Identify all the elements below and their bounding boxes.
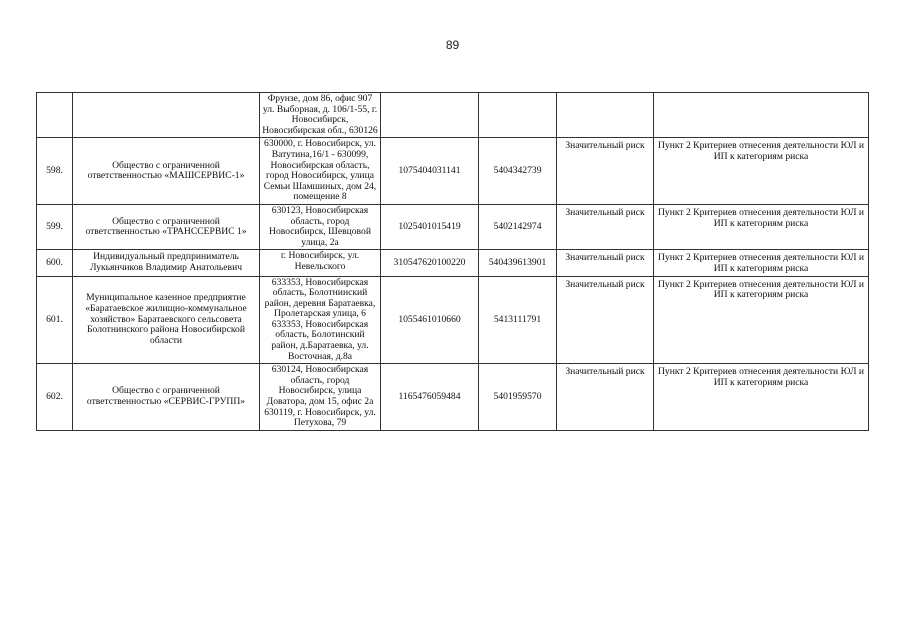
risk-category [557,93,654,138]
table-row [37,364,869,431]
table-row [37,250,869,276]
table-row [37,204,869,249]
row-number [37,93,73,138]
organization-name: Общество с ограниченной ответственностью «ТРАНССЕРВИС 1» [73,204,260,249]
organization-name: Общество с ограниченной ответственностью «МАШСЕРВИС-1» [73,138,260,205]
table-row [37,93,869,138]
risk-category: Значительный риск [557,276,654,364]
row-number: 600. [37,250,73,276]
risk-category: Значительный риск [557,250,654,276]
row-number: 602. [37,364,73,431]
inn: 5402142974 [479,204,557,249]
table-row [37,138,869,205]
inn: 5404342739 [479,138,557,205]
address: 630123, Новосибирская область, город Новосибирск, Шевцовой улица, 2а [260,204,381,249]
risk-criteria: Пункт 2 Критериев отнесения деятельности ЮЛ и ИП к категориям риска [654,204,869,249]
risk-criteria: Пункт 2 Критериев отнесения деятельности ЮЛ и ИП к категориям риска [654,364,869,431]
row-number: 601. [37,276,73,364]
ogrn: 1075404031141 [381,138,479,205]
address: 630124, Новосибирская область, город Новосибирск, улица Доватора, дом 15, офис 2а 630119, г. Новосибирск, ул. Петухова, 79 [260,364,381,431]
ogrn: 1055461010660 [381,276,479,364]
address: 633353, Новосибирская область, Болотнинский район, деревня Баратаевка, Пролетарская улица, 6 633353, Новосибирская область, Болотинский район, д.Баратаевка, ул. Восточная, д.8а [260,276,381,364]
risk-category: Значительный риск [557,204,654,249]
page-number: 89 [445,38,460,52]
ogrn: 310547620100220 [381,250,479,276]
organization-name: Индивидуальный предприниматель Лукьянчиков Владимир Анатольевич [73,250,260,276]
organization-name [73,93,260,138]
organization-name: Общество с ограниченной ответственностью «СЕРВИС-ГРУПП» [73,364,260,431]
risk-category: Значительный риск [557,138,654,205]
inn [479,93,557,138]
row-number: 598. [37,138,73,205]
ogrn [381,93,479,138]
risk-criteria: Пункт 2 Критериев отнесения деятельности ЮЛ и ИП к категориям риска [654,138,869,205]
inn: 5413111791 [479,276,557,364]
registry-table [36,92,869,431]
inn: 540439613901 [479,250,557,276]
address: г. Новосибирск, ул. Невельского [260,250,381,276]
risk-criteria: Пункт 2 Критериев отнесения деятельности ЮЛ и ИП к категориям риска [654,250,869,276]
row-number: 599. [37,204,73,249]
risk-criteria: Пункт 2 Критериев отнесения деятельности ЮЛ и ИП к категориям риска [654,276,869,364]
ogrn: 1025401015419 [381,204,479,249]
inn: 5401959570 [479,364,557,431]
organization-name: Муниципальное казенное предприятие «Баратаевское жилищно-коммунальное хозяйство» Баратаевского сельсовета Болотнинского района Новосибирской области [73,276,260,364]
risk-criteria [654,93,869,138]
ogrn: 1165476059484 [381,364,479,431]
table-row [37,276,869,364]
risk-category: Значительный риск [557,364,654,431]
address: 630000, г. Новосибирск, ул. Ватутина,16/1 - 630099, Новосибирская область, город Новосибирск, улица Семьи Шамшиных, дом 24, помещение 8 [260,138,381,205]
address: Фрунзе, дом 86, офис 907 ул. Выборная, д. 106/1-55, г. Новосибирск, Новосибирская обл., 630126 [260,93,381,138]
